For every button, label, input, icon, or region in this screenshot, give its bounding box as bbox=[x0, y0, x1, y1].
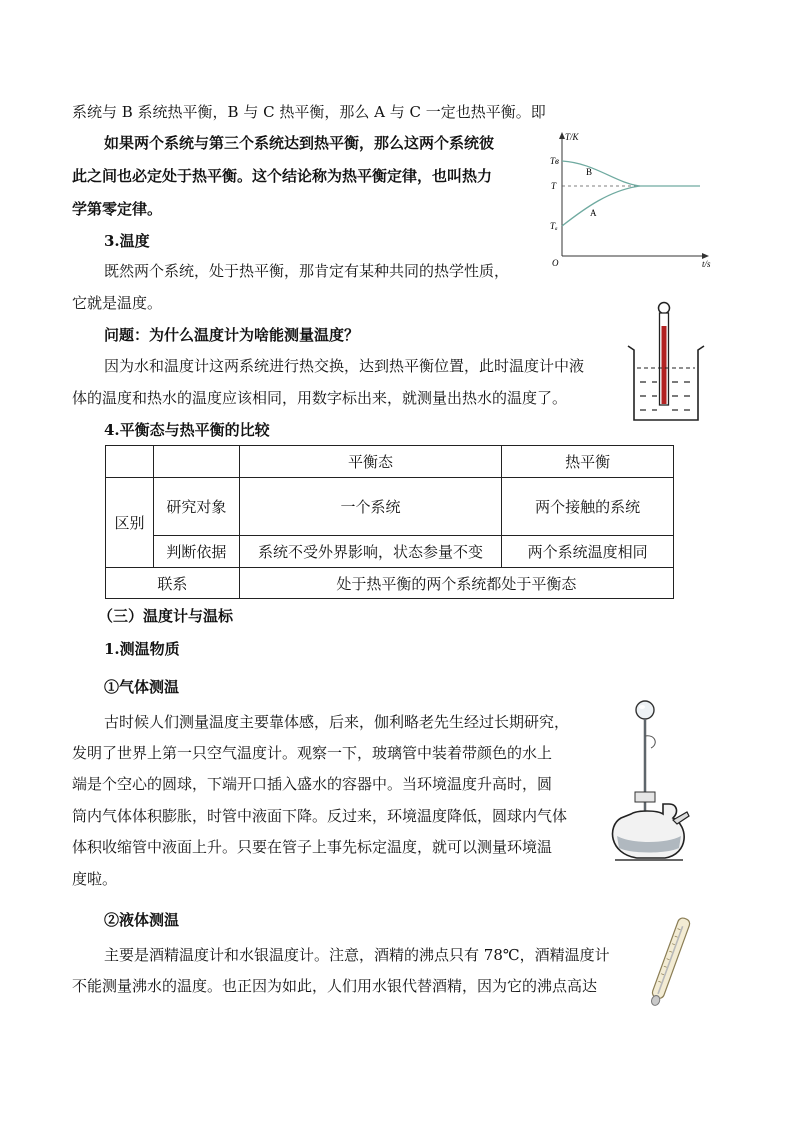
basis-thermal: 两个系统温度相同 bbox=[502, 536, 674, 568]
liquid-line-2: 不能测量沸水的温度。也正因为如此，人们用水银代替酒精，因为它的沸点高达 bbox=[72, 977, 598, 995]
table-empty-cell bbox=[153, 446, 239, 478]
liquid-thermometer-illustration bbox=[640, 914, 700, 1009]
bulb-highlight bbox=[639, 705, 645, 709]
tick-tb: Tв bbox=[550, 156, 559, 166]
heading-comparison: 4.平衡态与热平衡的比较 bbox=[104, 421, 270, 439]
basis-equilibrium: 系统不受外界影响，状态参量不变 bbox=[239, 536, 502, 568]
law-line-3: 学第零定律。 bbox=[72, 200, 163, 218]
tick-ta: Tₐ bbox=[550, 221, 558, 231]
header-thermal: 热平衡 bbox=[502, 446, 674, 478]
subheading-thermometric-substance: 1.测温物质 bbox=[104, 640, 180, 658]
temp-line-2: 它就是温度。 bbox=[72, 294, 163, 312]
liquid-line-1: 主要是酒精温度计和水银温度计。注意，酒精的沸点只有 78℃，酒精温度计 bbox=[104, 946, 610, 964]
air-bulb bbox=[636, 701, 654, 719]
curve-a bbox=[562, 186, 640, 226]
gas-line-5: 体积收缩管中液面上升。只要在管子上事先标定温度，就可以测量环境温 bbox=[72, 838, 553, 856]
tube-clamp bbox=[645, 736, 655, 748]
section-heading: （三）温度计与温标 bbox=[98, 607, 234, 625]
beaker-thermometer-illustration bbox=[624, 298, 706, 426]
gas-line-6: 度啦。 bbox=[72, 870, 118, 888]
temp-line-1: 既然两个系统，处于热平衡，那肯定有某种共同的热学性质， bbox=[104, 262, 510, 280]
table-row bbox=[106, 478, 674, 536]
support-ring bbox=[635, 792, 655, 802]
answer-line-2: 体的温度和热水的温度应该相同，用数字标出来，就测量出热水的温度了。 bbox=[72, 389, 568, 407]
curve-b bbox=[562, 161, 700, 186]
gas-line-1: 古时候人们测量温度主要靠体感，后来，伽利略老先生经过长期研究， bbox=[104, 713, 570, 731]
y-axis-label: T/K bbox=[565, 132, 579, 142]
thermometer-bulb-top bbox=[659, 303, 670, 314]
curve-b-label: B bbox=[586, 167, 593, 177]
law-line-2: 此之间也必定处于热平衡。这个结论称为热平衡定律，也叫热力 bbox=[72, 167, 493, 185]
air-thermometer-illustration bbox=[607, 696, 697, 866]
object-equilibrium: 一个系统 bbox=[239, 478, 502, 536]
curve-a-label: A bbox=[590, 208, 597, 218]
tick-t: T bbox=[551, 181, 557, 191]
gas-heading: ①气体测温 bbox=[104, 678, 180, 696]
answer-line-1: 因为水和温度计这两系统进行热交换，达到热平衡位置，此时温度计中液 bbox=[104, 357, 585, 375]
row-basis-label: 判断依据 bbox=[153, 536, 239, 568]
liquid-heading: ②液体测温 bbox=[104, 911, 180, 929]
x-axis-label: t/s bbox=[702, 259, 711, 268]
gas-line-2: 发明了世界上第一只空气温度计。观察一下，玻璃管中装着带颜色的水上 bbox=[72, 744, 553, 762]
thermometer-liquid bbox=[662, 326, 667, 404]
gas-line-3: 端是个空心的圆球，下端开口插入盛水的容器中。当环境温度升高时，圆 bbox=[72, 775, 553, 793]
table-row bbox=[106, 536, 674, 568]
thermometer-capillary bbox=[658, 926, 683, 994]
table-empty-cell bbox=[106, 446, 154, 478]
object-thermal: 两个接触的系统 bbox=[502, 478, 674, 536]
table-header-row bbox=[106, 446, 674, 478]
row-link-label: 联系 bbox=[106, 568, 240, 599]
header-equilibrium: 平衡态 bbox=[239, 446, 502, 478]
row-group-label: 区别 bbox=[106, 478, 154, 568]
link-text: 处于热平衡的两个系统都处于平衡态 bbox=[239, 568, 673, 599]
row-object-label: 研究对象 bbox=[153, 478, 239, 536]
question-line: 问题：为什么温度计为啥能测量温度？ bbox=[104, 326, 360, 344]
heading-temperature: 3.温度 bbox=[104, 232, 150, 250]
origin-label: O bbox=[552, 258, 559, 268]
comparison-table bbox=[105, 445, 674, 599]
law-line-1: 如果两个系统与第三个系统达到热平衡，那么这两个系统彼 bbox=[104, 134, 495, 152]
table-row bbox=[106, 568, 674, 599]
gas-line-4: 筒内气体体积膨胀，时管中液面下降。反过来，环境温度降低，圆球内气体 bbox=[72, 807, 568, 825]
intro-line: 系统与 B 系统热平衡，B 与 C 热平衡，那么 A 与 C 一定也热平衡。即 bbox=[72, 103, 546, 121]
equilibrium-graph bbox=[540, 128, 715, 268]
